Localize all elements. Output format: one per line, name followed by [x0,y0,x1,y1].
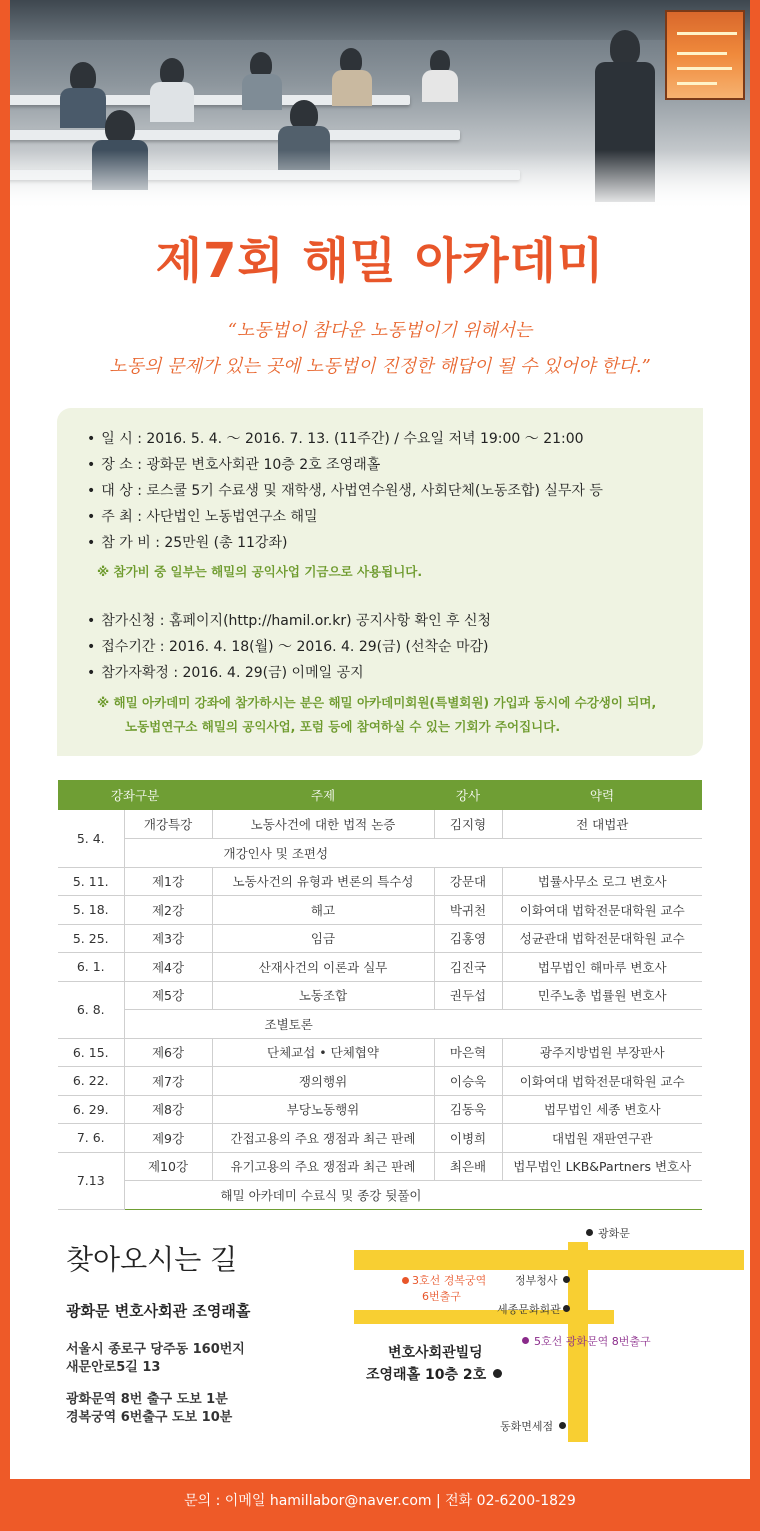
row-topic: 단체교섭 • 단체협약 [212,1038,434,1067]
info-apply: • 참가신청 : 홈페이지(http://hamil.or.kr) 공지사항 확인 후 신청 [87,613,492,629]
row-type: 제10강 [124,1152,212,1181]
row-topic: 임금 [212,924,434,953]
schedule-table [58,780,702,1210]
info-box [57,408,703,756]
row-lecturer: 김진국 [434,953,502,982]
map-label-line5: 5호선 광화문역 8번출구 [534,1335,651,1348]
row-date: 5. 4. [58,810,124,867]
info-period: • 접수기간 : 2016. 4. 18(월) ～ 2016. 4. 29(금) (선착순 마감) [87,639,489,655]
directions-address-2: 새문안로5길 13 [66,1360,161,1375]
row-topic: 해고 [212,896,434,925]
sejong-dot [563,1305,570,1312]
row-bio: 법률사무소 로그 변호사 [502,867,702,896]
row-type: 제5강 [124,981,212,1010]
map-label-line3-station: 3호선 경복궁역 [412,1274,487,1287]
info-fee: • 참 가 비 : 25만원 (총 11강좌) [87,535,288,551]
row-date: 6. 22. [58,1067,124,1096]
row-bio: 성균관대 법학전문대학원 교수 [502,924,702,953]
row-lecturer: 마은혁 [434,1038,502,1067]
row-topic: 노동사건의 유형과 변론의 특수성 [212,867,434,896]
row-lecturer: 강문대 [434,867,502,896]
row-type: 제1강 [124,867,212,896]
quote-line-2: 노동의 문제가 있는 곳에 노동법이 진정한 해답이 될 수 있어야 한다.” [109,356,651,377]
table-row [58,981,702,1010]
row-bio: 이화여대 법학전문대학원 교수 [502,896,702,925]
jeongbu-dot [563,1276,570,1283]
table-row [58,1152,702,1181]
member-note-2: 노동법연구소 해밀의 공익사업, 포럼 등에 참여하실 수 있는 기회가 주어집니다. [125,719,561,734]
row-date: 5. 25. [58,924,124,953]
row-type: 제8강 [124,1095,212,1124]
table-row [58,1181,702,1210]
row-bio: 광주지방법원 부장판사 [502,1038,702,1067]
row-bio: 법무법인 세종 변호사 [502,1095,702,1124]
row-lecturer: 김지형 [434,810,502,839]
gwanghwamun-dot [586,1229,593,1236]
poster-panel [10,0,750,1479]
table-row [58,1010,702,1039]
header-category: 강좌구분 [58,780,212,810]
row-topic: 유기고용의 주요 쟁점과 최근 판례 [212,1152,434,1181]
row-type: 제7강 [124,1067,212,1096]
row-topic: 노동사건에 대한 법적 논증 [212,810,434,839]
directions-access-1: 광화문역 8번 출구 도보 1분 [66,1392,228,1407]
row-extra: 해밀 아카데미 수료식 및 종강 뒷풀이 [124,1181,702,1210]
row-bio: 대법원 재판연구관 [502,1124,702,1153]
row-date: 7. 6. [58,1124,124,1153]
row-type: 제9강 [124,1124,212,1153]
row-lecturer: 최은배 [434,1152,502,1181]
info-host: • 주 최 : 사단법인 노동법연구소 해밀 [87,509,318,525]
row-lecturer: 김홍영 [434,924,502,953]
map-label-gwanghwamun: 광화문 [598,1227,630,1240]
member-note-1: ※ 해밀 아카데미 강좌에 참가하시는 분은 해밀 아카데미회원(특별회원) 가입과 동시에 수강생이 되며, [97,695,657,710]
row-bio: 이화여대 법학전문대학원 교수 [502,1067,702,1096]
info-target: • 대 상 : 로스쿨 5기 수료생 및 재학생, 사법연수원생, 사회단체(노동조합) 실무자 등 [87,483,603,499]
row-date: 5. 11. [58,867,124,896]
map-label-building: 변호사회관빌딩 [388,1345,483,1361]
map-label-dongwha: 동화면세점 [500,1420,554,1433]
venue-dot [493,1369,502,1378]
row-topic: 간접고용의 주요 쟁점과 최근 판례 [212,1124,434,1153]
row-lecturer: 이승욱 [434,1067,502,1096]
table-row [58,839,702,868]
row-bio: 법무법인 해마루 변호사 [502,953,702,982]
table-row [58,867,702,896]
row-bio: 전 대법관 [502,810,702,839]
map-label-line3-exit: 6번출구 [422,1290,461,1303]
fee-note: ※ 참가비 중 일부는 해밀의 공익사업 기금으로 사용됩니다. [97,564,423,579]
quote-line-1: “노동법이 참다운 노동법이기 위해서는 [227,320,533,341]
map-label-sejong: 세종문화회관 [497,1303,561,1316]
header-topic: 주제 [212,780,434,810]
table-row [58,1124,702,1153]
row-extra: 조별토론 [124,1010,702,1039]
table-row [58,1038,702,1067]
row-lecturer: 박귀천 [434,896,502,925]
map-label-jeongbu: 정부청사 [515,1274,558,1287]
directions-address-1: 서울시 종로구 당주동 160번지 [66,1342,245,1357]
line3-dot [402,1277,409,1284]
location-map [350,1222,750,1462]
map-label-hall: 조영래홀 10층 2호 [366,1367,487,1383]
line5-dot [522,1337,529,1344]
table-row [58,896,702,925]
dongwha-dot [559,1422,566,1429]
footer-contact: 문의 : 이메일 hamillabor@naver.com | 전화 02-6200-1829 [184,1493,576,1509]
info-confirm: • 참가자확정 : 2016. 4. 29(금) 이메일 공지 [87,665,364,681]
row-lecturer: 이병희 [434,1124,502,1153]
row-date: 6. 8. [58,981,124,1038]
table-row [58,953,702,982]
row-bio: 민주노총 법률원 변호사 [502,981,702,1010]
row-lecturer: 김동욱 [434,1095,502,1124]
row-type: 제4강 [124,953,212,982]
row-date: 7.13 [58,1152,124,1209]
info-date: • 일 시 : 2016. 5. 4. ～ 2016. 7. 13. (11주간) / 수요일 저녁 19:00 ～ 21:00 [87,431,584,447]
page-title: 제7회 해밀 아카데미 [155,233,605,289]
row-date: 5. 18. [58,896,124,925]
hero-photo [10,0,750,210]
row-lecturer: 권두섭 [434,981,502,1010]
row-bio: 법무법인 LKB&Partners 변호사 [502,1152,702,1181]
table-row [58,1095,702,1124]
table-header-row [58,780,702,810]
row-type: 제3강 [124,924,212,953]
info-place: • 장 소 : 광화문 변호사회관 10층 2호 조영래홀 [87,457,381,473]
row-topic: 쟁의행위 [212,1067,434,1096]
table-row [58,1067,702,1096]
directions-venue: 광화문 변호사회관 조영래홀 [66,1302,251,1320]
row-date: 6. 1. [58,953,124,982]
row-topic: 부당노동행위 [212,1095,434,1124]
row-type: 제2강 [124,896,212,925]
row-date: 6. 15. [58,1038,124,1067]
row-type: 제6강 [124,1038,212,1067]
table-row [58,810,702,839]
header-lecturer: 강사 [434,780,502,810]
row-topic: 산재사건의 이론과 실무 [212,953,434,982]
directions-title: 찾아오시는 길 [66,1243,238,1276]
row-date: 6. 29. [58,1095,124,1124]
directions-access-2: 경복궁역 6번출구 도보 10분 [66,1410,233,1425]
map-road-horizontal-top [354,1250,744,1270]
row-extra: 개강인사 및 조편성 [124,839,702,868]
table-row [58,924,702,953]
row-topic: 노동조합 [212,981,434,1010]
row-type: 개강특강 [124,810,212,839]
header-bio: 약력 [502,780,702,810]
